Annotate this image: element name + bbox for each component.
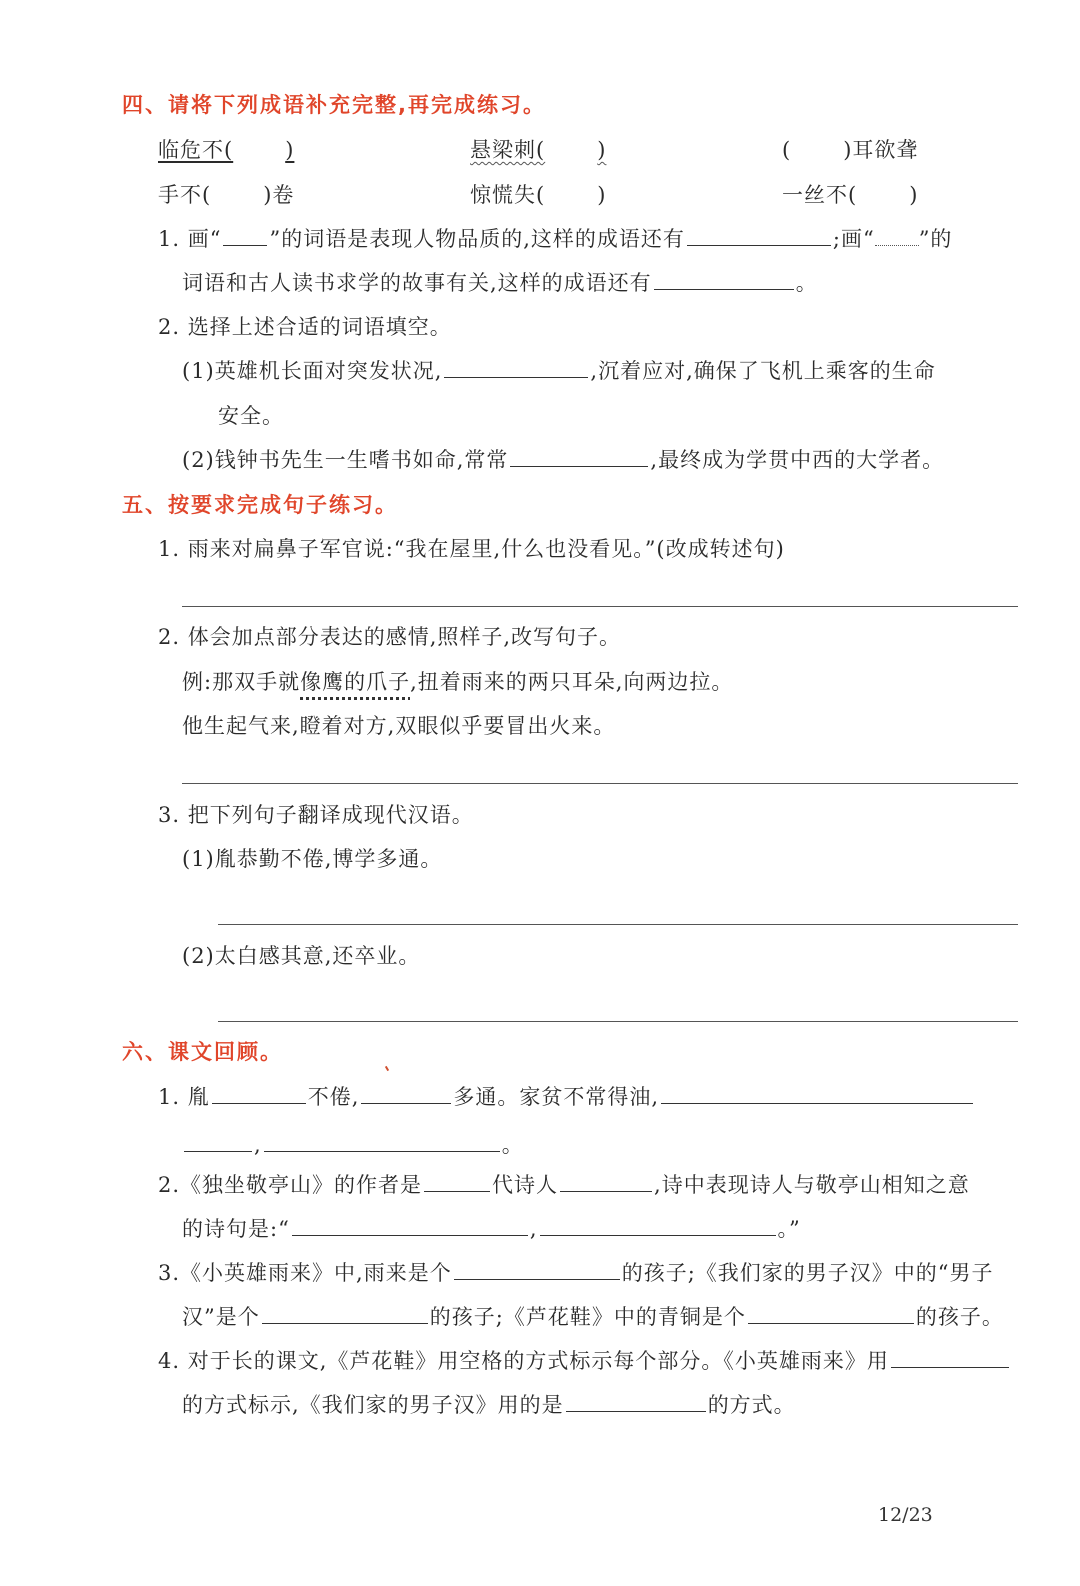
s4-q1-line2: 词语和古人读书求学的故事有关,这样的成语还有 。 [182,271,818,295]
answer-blank[interactable] [748,1322,914,1324]
blank[interactable] [223,244,267,246]
s6-q1: 1. 胤 不倦, 多通。家贫不常得油, [158,1082,975,1112]
s4-q2-2: (2)钱钟书先生一生嗜书如命,常常 ,最终成为学贯中西的大学者。 [182,448,945,472]
answer-blank[interactable] [661,1102,973,1104]
s6-q1-cont: , 。 [182,1130,524,1160]
answer-line[interactable] [218,924,1018,925]
s6-q3: 3.《小英雄雨来》中,雨来是个 的孩子;《我们家的男子汉》中的“男子 [158,1261,994,1285]
answer-blank[interactable] [510,465,648,467]
s4-q2-1: (1)英雄机长面对突发状况, ,沉着应对,确保了飞机上乘客的生命 [182,359,936,383]
s4-q2: 2. 选择上述合适的词语填空。 [158,315,452,339]
s6-q4-cont: 的方式标示,《我们家的男子汉》用的是 的方式。 [182,1393,796,1417]
idiom-6: 一丝不( ) [782,183,919,207]
s4-q1-line1: 1. 画“ ”的词语是表现人物品质的,这样的成语还有 ;画“ ”的 [158,227,953,251]
s5-q3-1: (1)胤恭勤不倦,博学多通。 [182,847,443,871]
stray-mark [385,1066,389,1071]
dotted-phrase: 像鹰的爪子 [300,670,411,694]
answer-blank[interactable] [262,1322,428,1324]
s6-q3-cont: 汉”是个 的孩子;《芦花鞋》中的青铜是个 的孩子。 [182,1305,1004,1329]
section-6-title: 六、课文回顾。 [122,1040,283,1064]
answer-line[interactable] [182,783,1018,784]
idiom-5: 惊慌失( ) [470,183,607,207]
s6-q4: 4. 对于长的课文,《芦花鞋》用空格的方式标示每个部分。《小英雄雨来》用 [158,1346,1011,1376]
idiom-4: 手不( )卷 [158,183,295,207]
page-number: 12/23 [878,1504,933,1526]
s5-example: 例:那双手就像鹰的爪子,扭着雨来的两只耳朵,向两边拉。 [182,670,734,694]
s6-q2-cont: 的诗句是:“ , 。” [182,1217,801,1241]
answer-blank[interactable] [361,1102,451,1104]
s5-q2: 2. 体会加点部分表达的感情,照样子,改写句子。 [158,625,622,649]
answer-line[interactable] [218,1021,1018,1022]
answer-blank[interactable] [566,1410,706,1412]
answer-blank[interactable] [212,1102,306,1104]
section-4-title: 四、请将下列成语补充完整,再完成练习。 [122,93,546,117]
idiom-2: 悬梁刺( ) [470,138,607,162]
s5-q3-2: (2)太白感其意,还卒业。 [182,944,421,968]
answer-blank[interactable] [444,376,588,378]
answer-blank[interactable] [424,1190,490,1192]
answer-blank[interactable] [454,1278,620,1280]
answer-blank[interactable] [654,288,794,290]
idiom-3: ( )耳欲聋 [782,138,919,162]
answer-blank[interactable] [891,1366,1009,1368]
answer-blank[interactable] [292,1234,528,1236]
answer-blank[interactable] [687,244,831,246]
answer-line[interactable] [182,606,1018,607]
s5-q2-sentence: 他生起气来,瞪着对方,双眼似乎要冒出火来。 [182,714,616,738]
s5-q3: 3. 把下列句子翻译成现代汉语。 [158,803,474,827]
answer-blank[interactable] [264,1150,500,1152]
idiom-1: 临危不( ) [158,138,295,162]
answer-blank[interactable] [540,1234,776,1236]
s6-q2: 2.《独坐敬亭山》的作者是 代诗人 ,诗中表现诗人与敬亭山相知之意 [158,1173,970,1197]
s5-q1: 1. 雨来对扁鼻子军官说:“我在屋里,什么也没看见。”(改成转述句) [158,537,785,561]
answer-blank[interactable] [560,1190,652,1192]
section-5-title: 五、按要求完成句子练习。 [122,493,398,517]
answer-blank[interactable] [184,1150,252,1152]
s4-q2-1-cont: 安全。 [218,404,284,428]
